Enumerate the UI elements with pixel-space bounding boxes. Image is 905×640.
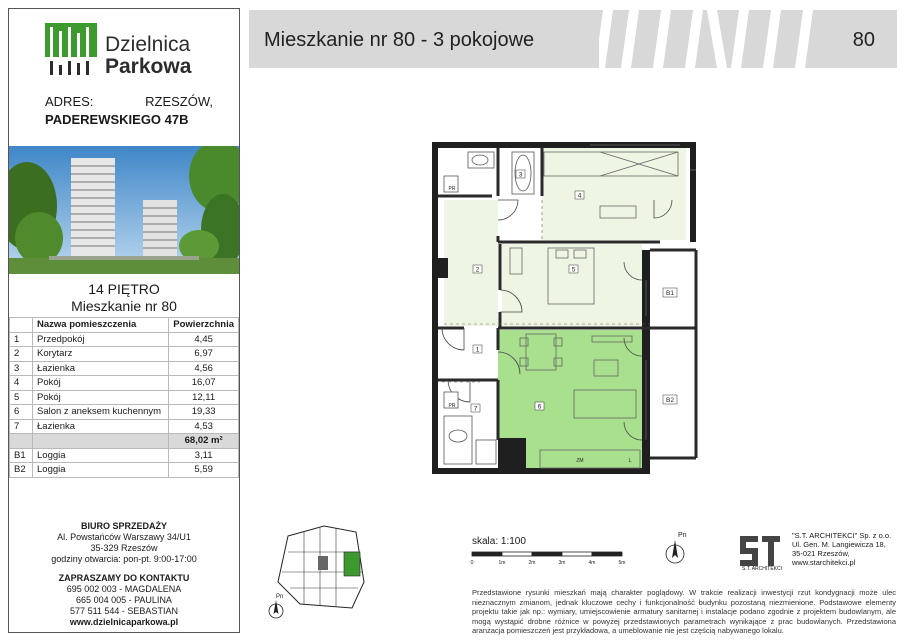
- architect-website-link[interactable]: www.starchitekci.pl: [792, 558, 856, 567]
- floor-title-block: [9, 281, 239, 315]
- room-label-2: 2: [475, 266, 480, 274]
- north-arrow-icon: [266, 592, 286, 622]
- sales-office-city: 35-329 Rzeszów: [90, 543, 158, 553]
- floor-plan: [420, 140, 710, 480]
- scale-tick: 1m: [498, 560, 506, 566]
- room-label-l: L: [628, 458, 632, 464]
- rooms-table: [9, 317, 239, 478]
- header-bar: [249, 10, 897, 68]
- scale-bar: [468, 550, 638, 570]
- website-link[interactable]: www.dzielnicaparkowa.pl: [69, 617, 179, 627]
- north-arrow-icon: [660, 528, 690, 568]
- decorative-stripes-icon: [599, 10, 819, 68]
- sales-office-address: Al. Powstańców Warszawy 34/U1: [57, 532, 191, 542]
- total-area: 68,02 m²: [169, 434, 239, 449]
- apartment-label: Mieszkanie nr 80: [71, 298, 177, 314]
- address-label: ADRES:: [45, 94, 94, 109]
- scale-tick: 2m: [528, 560, 536, 566]
- sales-office-block: [9, 521, 239, 628]
- room-label-zm: ZM: [576, 458, 584, 464]
- room-label-4: 4: [577, 192, 582, 200]
- floor-title: 14 PIĘTRO: [88, 281, 160, 297]
- table-row: 6 Salon z aneksem kuchennym 19,33: [10, 405, 239, 420]
- disclaimer-text: Przedstawione rysunki mieszkań mają charakter poglądowy. W trakcie realizacji inwestycji rzut kondygnacji może ulec nieznacznym zmianom, jednak kluczowe cechy i funkcjonalność budynku pozostaną niezmienione. Podstawowe elementy projektu takie jak np.: wymiary, umiejscowienie armatury sanitarnej i instalacje podano zgodnie z projektem budowlanym, ale mogą wystąpić drobne różnice w powyżej przedstawionych parametrach wynikające z prac budowlanych. Przedstawiona aranżacja pomieszczeń jest przykładowa, a umeblowanie nie jest częścią nabywanego lokalu.: [472, 588, 896, 636]
- table-row: 4 Pokój 16,07: [10, 376, 239, 391]
- table-row: 2 Korytarz 6,97: [10, 347, 239, 362]
- room-label-b1: B1: [666, 290, 674, 297]
- rooms-table-header: [10, 318, 239, 333]
- scale-tick: 0: [470, 560, 474, 566]
- scale-tick: 3m: [558, 560, 566, 566]
- sales-office-title: BIURO SPRZEDAŻY: [80, 521, 167, 531]
- table-row: B2 Loggia 5,59: [10, 463, 239, 478]
- room-label-1: 1: [475, 346, 480, 354]
- room-label-7: 7: [473, 405, 478, 413]
- room-label-6: 6: [537, 403, 542, 411]
- room-label-3: 3: [518, 171, 523, 179]
- page-title: Mieszkanie nr 80 - 3 pokojowe: [264, 29, 535, 51]
- building-photo: [9, 146, 239, 274]
- address-block: [45, 93, 213, 129]
- sales-office-hours: godziny otwarcia: pon-pt. 9:00-17:00: [51, 554, 197, 564]
- table-row: 1 Przedpokój 4,45: [10, 332, 239, 347]
- room-label-5: 5: [571, 266, 576, 274]
- architect-info: "S.T. ARCHITEKCI" Sp. z o.o. Ul. Gen. M. Langiewicza 18, 35-021 Rzeszów, www.starchitekci.pl: [792, 531, 897, 567]
- logo-bars-icon: [45, 23, 97, 77]
- north-label: Pn: [678, 532, 687, 539]
- room-label-pr: PR: [448, 403, 456, 409]
- table-row: 5 Pokój 12,11: [10, 390, 239, 405]
- room-label-pr: PR: [448, 186, 456, 192]
- rooms-header-name: Nazwa pomieszczenia: [33, 318, 169, 333]
- brand-name-line2: Parkowa: [105, 55, 192, 78]
- address-street: PADEREWSKIEGO 47B: [45, 112, 189, 127]
- table-row: 7 Łazienka 4,53: [10, 419, 239, 434]
- rooms-header-area: Powierzchnia: [169, 318, 239, 333]
- scale-tick: 4m: [588, 560, 596, 566]
- brand-logo: [45, 23, 235, 83]
- contact-title: ZAPRASZAMY DO KONTAKTU: [58, 573, 190, 583]
- address-city: RZESZÓW,: [145, 94, 213, 109]
- table-row: B1 Loggia 3,11: [10, 448, 239, 463]
- table-row: 3 Łazienka 4,56: [10, 361, 239, 376]
- room-label-b2: B2: [666, 397, 674, 404]
- north-label: Pn: [276, 594, 284, 600]
- contact-phone: 665 004 005 - PAULINA: [76, 595, 172, 605]
- scale-tick: 5m: [618, 560, 626, 566]
- brand-name-line1: Dzielnica: [105, 33, 191, 56]
- table-total-row: [10, 434, 239, 449]
- architect-caption: S.T. ARCHITEKCI: [741, 566, 782, 572]
- contact-phone: 577 511 544 - SEBASTIAN: [70, 606, 178, 616]
- scale-label: skala: 1:100: [472, 536, 526, 547]
- contact-phone: 695 002 003 - MAGDALENA: [66, 584, 182, 594]
- apartment-number: 80: [852, 29, 875, 51]
- info-panel: [8, 8, 240, 633]
